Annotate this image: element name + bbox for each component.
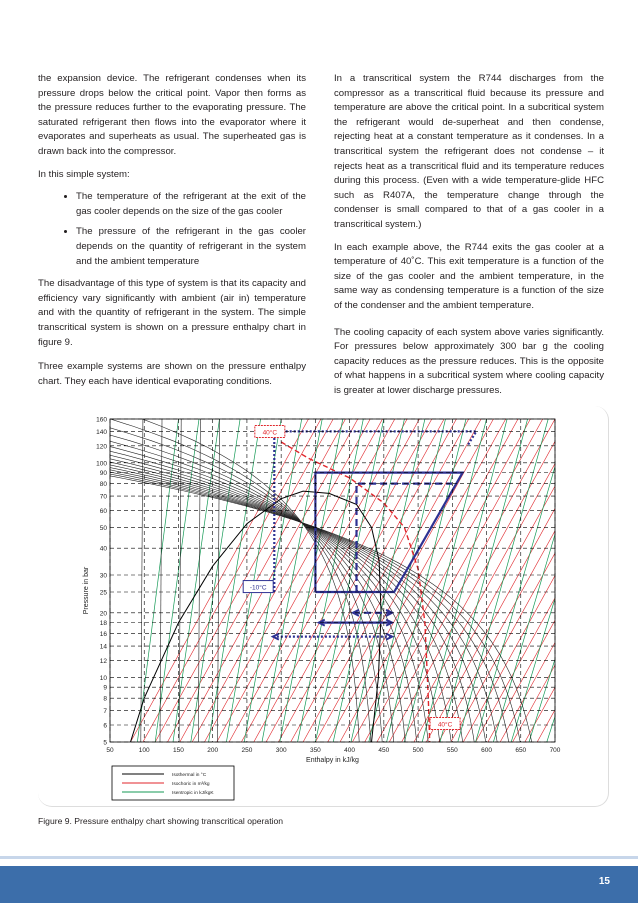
isentropic-line <box>387 419 466 742</box>
y-tick-label: 9 <box>103 684 107 692</box>
isochoric-line <box>537 419 608 742</box>
y-tick-label: 60 <box>99 507 107 515</box>
isochoric-line <box>352 419 530 742</box>
isothermal-line <box>38 416 405 742</box>
x-tick-label: 550 <box>446 747 458 754</box>
y-tick-label: 30 <box>99 572 107 580</box>
paragraph: Three example systems are shown on the pressure enthalpy chart. They each have identical evaporating conditions. <box>38 361 306 387</box>
x-tick-label: 100 <box>138 747 150 754</box>
x-tick-label: 400 <box>344 747 356 754</box>
y-tick-label: 6 <box>103 722 107 730</box>
pressure-enthalpy-chart <box>38 406 608 806</box>
y-tick-label: 140 <box>96 428 107 436</box>
x-axis-label: Enthalpy in kJ/kg <box>306 757 359 764</box>
isochoric-line <box>476 419 608 742</box>
isentropic-line <box>191 419 240 742</box>
isentropic-line <box>493 419 589 742</box>
paragraph: In this simple system: <box>38 168 130 180</box>
isochoric-line <box>525 419 608 742</box>
y-axis-label: Pressure in bar <box>83 566 90 615</box>
right-column <box>334 72 604 406</box>
y-tick-label: 14 <box>99 643 107 651</box>
y-tick-label: 16 <box>99 631 107 639</box>
y-tick-label: 120 <box>96 443 107 451</box>
x-tick-label: 50 <box>106 747 114 754</box>
isentropic-line <box>547 419 608 742</box>
x-tick-label: 450 <box>378 747 390 754</box>
x-tick-label: 300 <box>275 747 287 754</box>
isentropic-line <box>333 419 404 742</box>
isochoric-line <box>254 419 432 742</box>
bullet-item: • The pressure of the refrigerant in the gas cooler depends on the quantity of refrigerant in the system and the ambient temperature <box>76 225 306 269</box>
bullet-item: • The temperature of the refrigerant at the exit of the gas cooler depends on the size of the gas cooler <box>76 190 306 219</box>
saturation-dome <box>131 491 382 742</box>
paragraph: In each example above, the R744 exits the gas cooler at a temperature of 40˚C. This exit temperature is a function of the size of the gas cooler and the ambient temperature, in the same way as condensing temperature is a function of the size of the condenser and the ambient temperature. <box>334 241 604 311</box>
isothermal-line <box>141 419 143 742</box>
y-tick-label: 20 <box>99 610 107 618</box>
y-tick-label: 160 <box>96 416 107 424</box>
legend-label: Isothermal in °C <box>172 773 207 778</box>
annotation-label: 40°C <box>437 721 453 729</box>
isochoric-line <box>365 419 543 742</box>
figure-frame <box>38 406 609 807</box>
isochoric-line <box>278 419 456 742</box>
x-tick-label: 350 <box>309 747 321 754</box>
legend-label: Isochoric in m³/kg <box>172 782 210 787</box>
y-tick-label: 40 <box>99 545 107 553</box>
y-tick-label: 5 <box>103 739 107 747</box>
page-footer <box>0 866 638 903</box>
x-tick-label: 150 <box>173 747 184 754</box>
isochoric-line <box>315 419 493 742</box>
footer-divider <box>0 856 638 859</box>
isochoric-line <box>488 419 608 742</box>
isochoric-line <box>500 419 608 742</box>
isothermal-line <box>198 419 200 742</box>
x-tick-label: 500 <box>412 747 424 754</box>
y-tick-label: 25 <box>99 589 107 597</box>
x-tick-label: 600 <box>481 747 492 754</box>
isothermal-line <box>111 419 371 742</box>
y-tick-label: 12 <box>99 657 107 665</box>
isentropic-line <box>565 419 608 742</box>
isentropic-line <box>582 419 608 742</box>
x-tick-label: 200 <box>207 747 219 754</box>
y-tick-label: 100 <box>96 460 107 468</box>
annotation-label: 40°C <box>262 429 278 437</box>
annotation-label: -10°C <box>249 584 267 592</box>
isentropic-line <box>298 419 364 742</box>
y-tick-label: 50 <box>99 524 107 532</box>
isothermal-line <box>38 416 428 742</box>
paragraph: In a transcritical system the R744 discharges from the compressor as a transcritical fluid because its pressure and temperature are above the critical point. In a subcritical system the refrigerant would de-superheat and then condense, rejecting heat at a constant temperature as it condenses. In a transcritical system the refrigerant does not condense – it rejects heat as a transcritical fluid and its temperature reduces during this process. (Even with a wide temperature-glide HFC such as R407A, the temperature change through the condenser is small compared to that of a gas cooler in a transcritical system.) <box>334 73 604 230</box>
page-number: 15 <box>598 876 610 887</box>
y-tick-label: 8 <box>103 695 107 703</box>
curve-families <box>38 416 608 742</box>
isentropic-line <box>422 419 507 742</box>
y-tick-label: 90 <box>99 470 107 478</box>
isochoric-line <box>377 419 555 742</box>
legend-label: Isentropic in kJ/kgK <box>172 791 214 796</box>
isentropic-line <box>458 419 548 742</box>
x-tick-label: 700 <box>549 747 561 754</box>
y-tick-label: 70 <box>99 493 107 501</box>
paragraph: the expansion device. The refrigerant condenses when its pressure drops below the critical point. Vapor then forms as the pressure reduces further to the evaporating pressure. The saturated refrigerant then flows into the evaporator where it evaporates and superheats as usual. The superheated gas is drawn back into the compressor. <box>38 73 306 157</box>
x-tick-label: 650 <box>515 747 527 754</box>
isochoric-line <box>389 419 567 742</box>
paragraph: The cooling capacity of each system above varies significantly. For pressures below approximately 300 bar g the cooling capacity reduces as the pressure reduces. This is the opposite of what happens in a subcritical system where cooling capacity is greater at lower discharge pressures. <box>334 326 604 396</box>
bullet-list <box>38 190 306 269</box>
isothermal-line <box>38 416 532 742</box>
x-tick-label: 250 <box>241 747 253 754</box>
left-column <box>38 72 306 397</box>
paragraph: The disadvantage of this type of system is that its capacity and efficiency vary significantly with ambient (air in) temperature and with the quantity of refrigerant in the system. The simple transcritical system is shown on a pressure enthalpy chart in figure 9. <box>38 278 306 348</box>
isothermal-line <box>38 416 417 742</box>
isochoric-line <box>463 419 608 742</box>
y-tick-label: 10 <box>99 674 107 682</box>
isentropic-line <box>511 419 608 742</box>
y-tick-label: 7 <box>103 708 107 716</box>
figure-caption: Figure 9. Pressure enthalpy chart showing transcritical operation <box>38 816 284 826</box>
isothermal-line <box>79 416 382 742</box>
isentropic-line <box>351 419 425 742</box>
y-tick-label: 80 <box>99 481 107 489</box>
y-tick-label: 18 <box>99 620 107 628</box>
